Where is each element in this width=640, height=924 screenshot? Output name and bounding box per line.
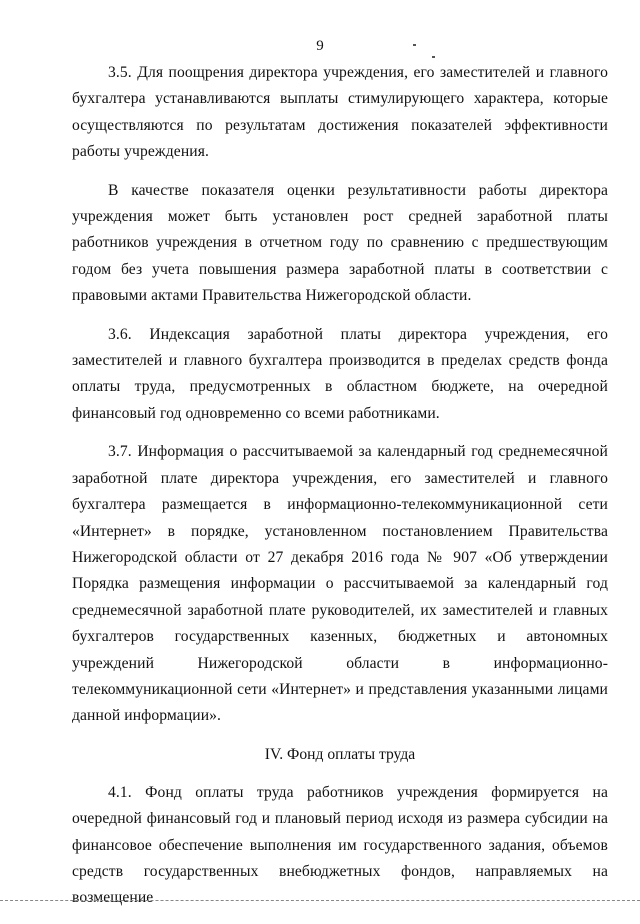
paragraph-4-1: 4.1. Фонд оплаты труда работников учреждения формируется на очередной финансовый год и плановый период исходя из размера субсидии на финансовое обеспечение выполнения им государственного задания, объемов средств государственных внебюджетных фондов, направляемых на возмещение — [72, 783, 608, 907]
scan-artifact — [413, 44, 416, 46]
paragraph-3-5: 3.5. Для поощрения директора учреждения, его заместителей и главного бухгалтера устанавливаются выплаты стимулирующего характера, которые осуществляются по результатам достижения показателей эффективности работы учреждения. — [72, 64, 608, 161]
document-body — [72, 60, 608, 924]
page-number: 9 — [316, 38, 324, 54]
paragraph-performance-indicator: В качестве показателя оценки результативности работы директора учреждения может быть установлен рост средней заработной платы работников учреждения в отчетном году по сравнению с предшествующим годом без учета повышения размера заработной платы в соответствии с правовыми актами Правительства Нижегородской области. — [72, 181, 608, 305]
scan-artifact — [432, 56, 435, 58]
paragraph-3-6: 3.6. Индексация заработной платы директора учреждения, его заместителей и главного бухгалтера производится в пределах средств фонда оплаты труда, предусмотренных в областном бюджете, на очередной финансовый год одновременно со всеми работниками. — [72, 325, 608, 422]
section-heading: IV. Фонд оплаты труда — [264, 745, 416, 763]
paragraph-3-7: 3.7. Информация о рассчитываемой за календарный год среднемесячной заработной плате директора учреждения, его заместителей и главного бухгалтера размещается в информационно-телекоммуникационной сети «Интернет» в порядке, установленном постановлением Правительства Нижегородской области от 27 декабря 2016 года № 907 «Об утверждении Порядка размещения информации о рассчитываемой за календарный год среднемесячной заработной плате руководителей, их заместителей и главных бухгалтеров государственных казенных, бюджетных и автономных учреждений Нижегородской области в информационно-телекоммуникационной сети «Интернет» и представления указанными лицами данной информации». — [72, 443, 608, 725]
scan-bottom-edge — [0, 900, 640, 901]
